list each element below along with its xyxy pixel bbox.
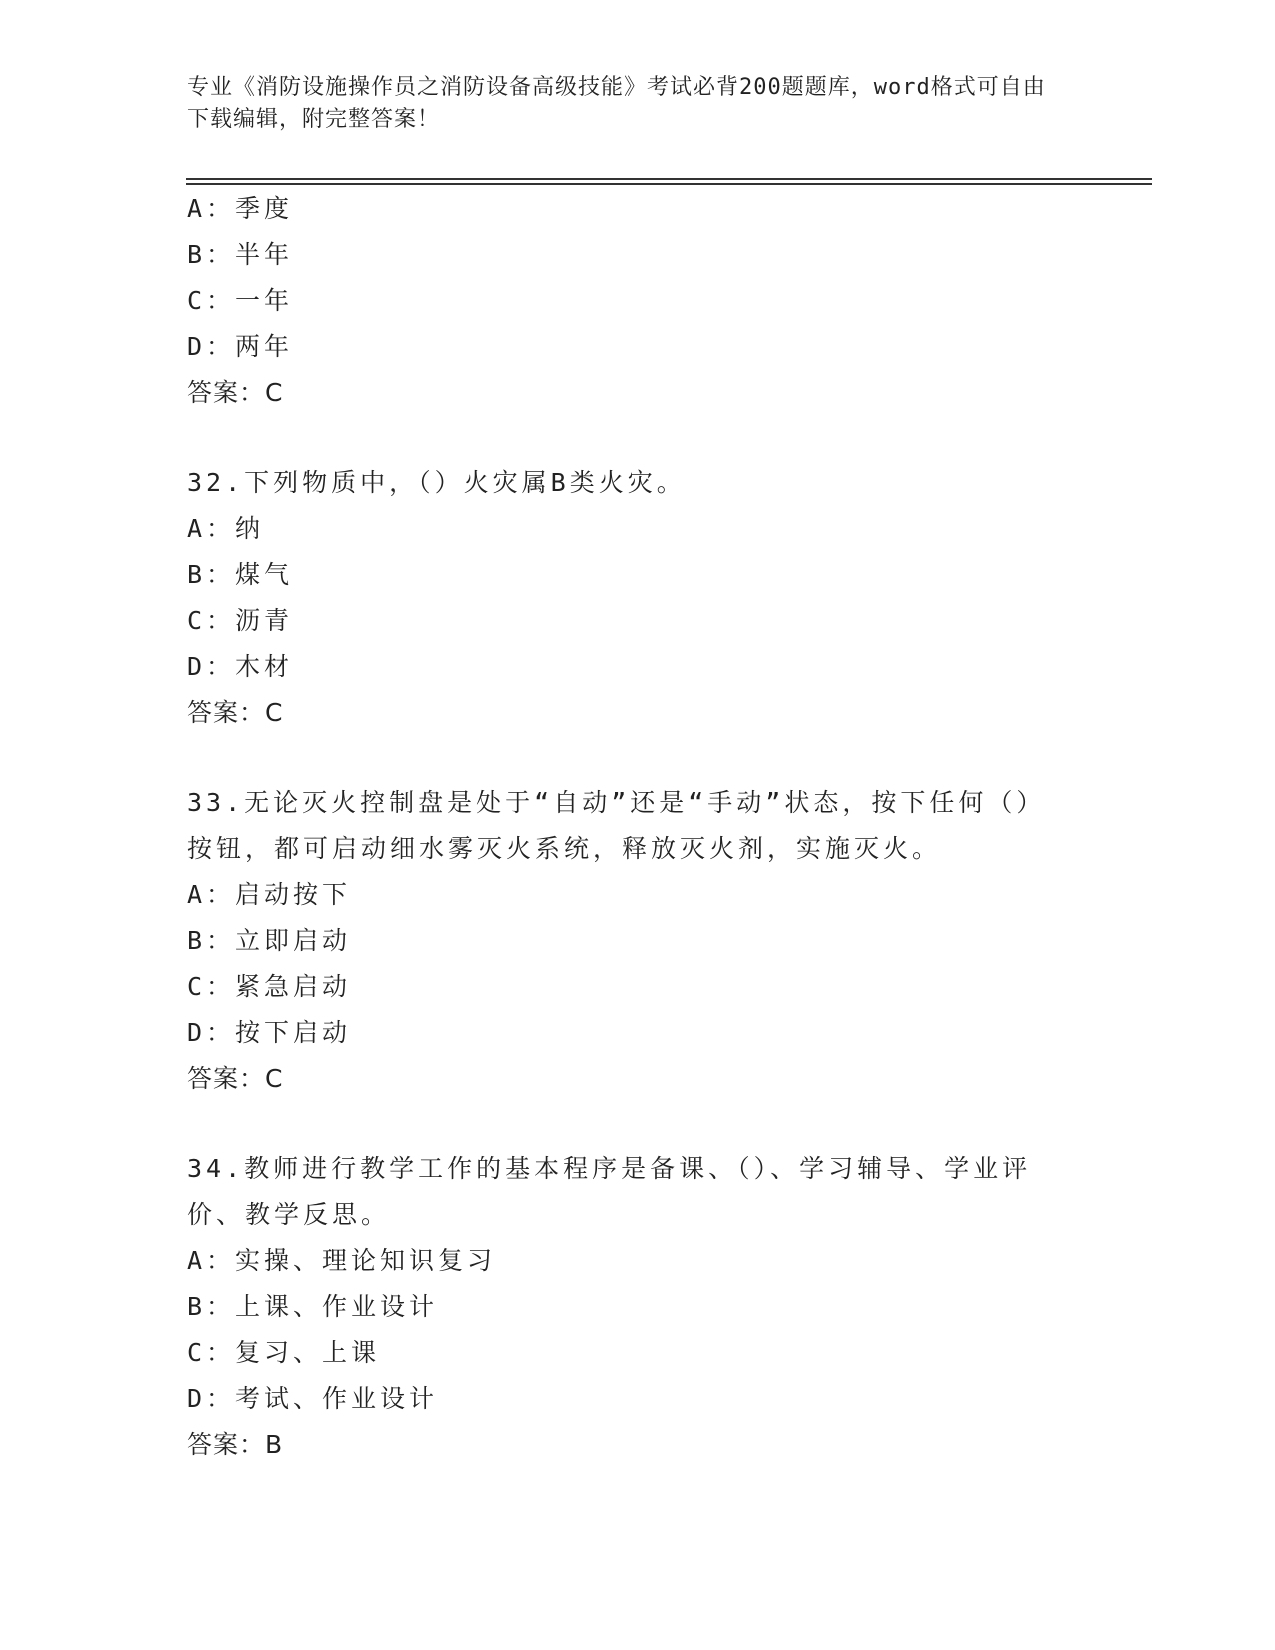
question-block-34	[187, 1146, 1087, 1468]
option-c: C：一年	[187, 286, 294, 315]
answer: 答案：B	[187, 1430, 284, 1459]
option-a: A：季度	[187, 194, 294, 223]
header-divider-top	[186, 178, 1152, 180]
header-divider-bottom	[186, 183, 1152, 185]
option-b: B：立即启动	[187, 926, 352, 955]
option-c: C：紧急启动	[187, 972, 352, 1001]
option-b: B：上课、作业设计	[187, 1292, 439, 1321]
answer: 答案：C	[187, 1064, 284, 1093]
question-stem: 33.无论灭火控制盘是处于“自动”还是“手动”状态，按下任何（）按钮，都可启动细水雾灭火系统，释放灭火剂，实施灭火。	[187, 788, 1046, 863]
answer: 答案：C	[187, 378, 284, 407]
question-block-33	[187, 780, 1087, 1102]
option-a: A：实操、理论知识复习	[187, 1246, 497, 1275]
option-d: D：木材	[187, 652, 294, 681]
question-block-31	[187, 186, 1087, 416]
option-b: B：煤气	[187, 560, 294, 589]
document-header: 专业《消防设施操作员之消防设备高级技能》考试必背200题题库，word格式可自由下载编辑，附完整答案！	[187, 75, 1046, 132]
option-a: A：启动按下	[187, 880, 352, 909]
question-list	[187, 186, 1087, 1468]
question-block-32	[187, 460, 1087, 736]
question-stem: 34.教师进行教学工作的基本程序是备课、（）、学习辅导、学业评价、教学反思。	[187, 1154, 1032, 1229]
option-d: D：两年	[187, 332, 294, 361]
option-d: D：按下启动	[187, 1018, 352, 1047]
option-c: C：复习、上课	[187, 1338, 381, 1367]
question-stem: 32.下列物质中，（）火灾属B类火灾。	[187, 468, 686, 497]
answer: 答案：C	[187, 698, 284, 727]
option-a: A：纳	[187, 514, 265, 543]
option-c: C：沥青	[187, 606, 294, 635]
option-b: B：半年	[187, 240, 294, 269]
option-d: D：考试、作业设计	[187, 1384, 439, 1413]
